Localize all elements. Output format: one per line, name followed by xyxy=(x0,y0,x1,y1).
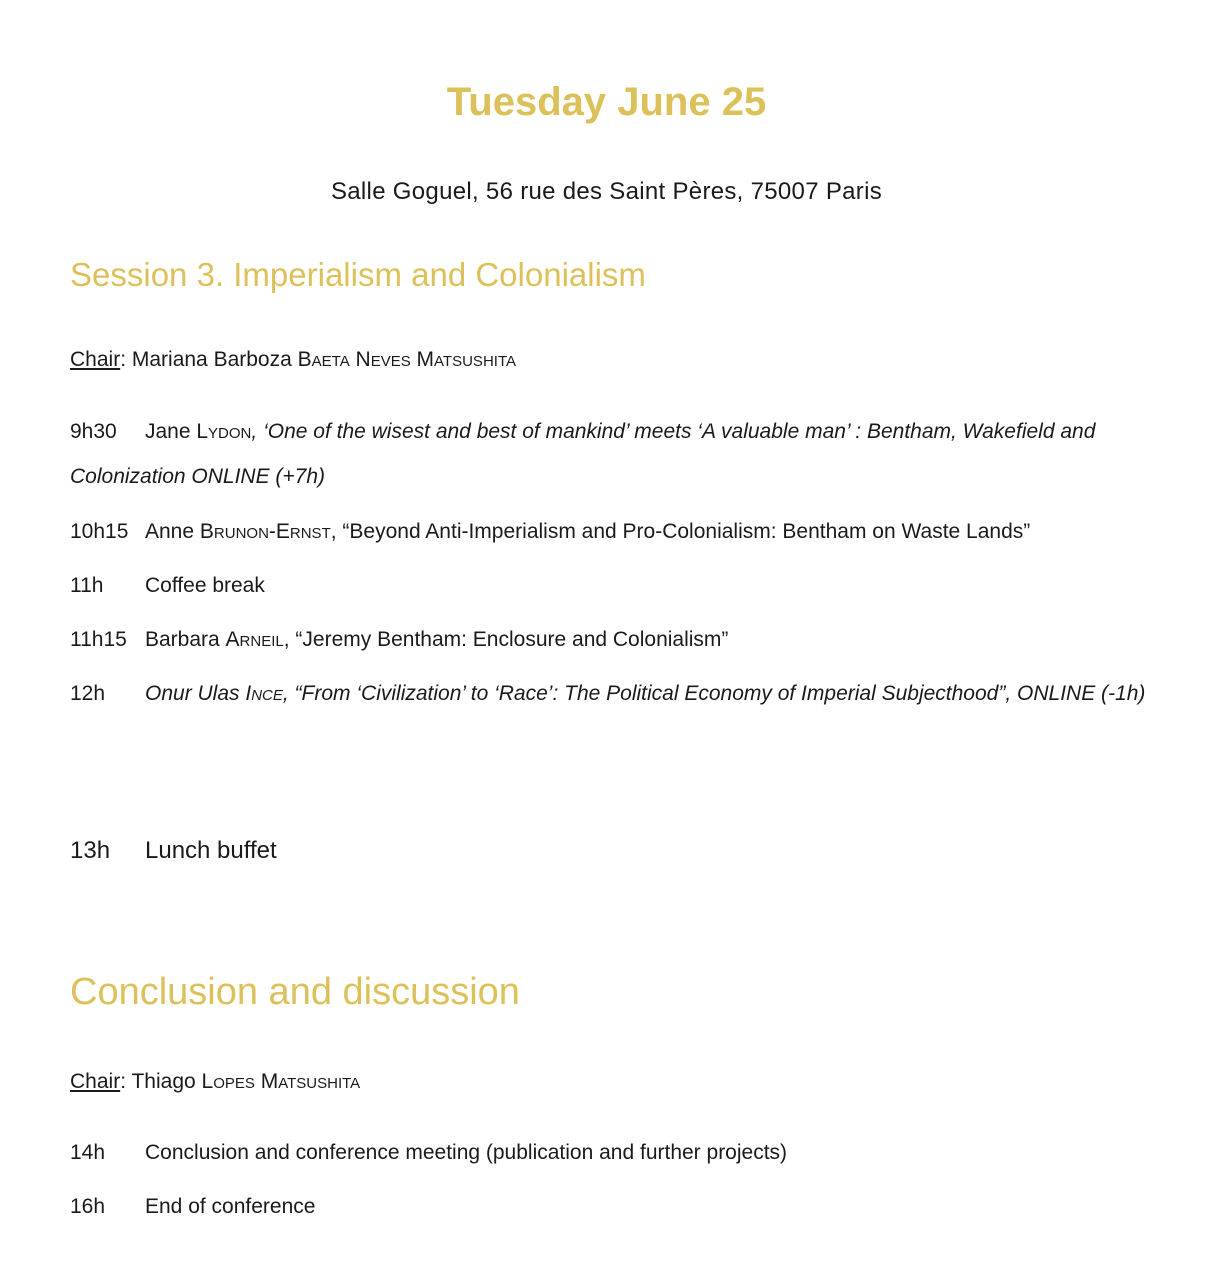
speaker-last-name: Lydon xyxy=(196,420,252,443)
lunch-item xyxy=(70,835,1150,867)
program-item xyxy=(70,626,1150,654)
talk-title: , ‘One of the wisest and best of mankind’ meets ‘A valuable man’ : Bentham, Wakefield and Colonization ONLINE (+7h) xyxy=(70,420,1096,488)
item-text: Coffee break xyxy=(145,574,265,597)
item-time: 11h xyxy=(70,574,104,597)
speaker-first-name: Onur Ulas xyxy=(145,682,246,705)
item-time: 9h30 xyxy=(70,420,117,443)
item-text: Lunch buffet xyxy=(145,837,277,864)
item-time: 16h xyxy=(70,1195,106,1218)
speaker-last-name: Ince xyxy=(245,682,283,705)
conclusion-heading: Conclusion and discussion xyxy=(70,971,520,1013)
program-item xyxy=(70,1139,1150,1167)
chair-label: Chair xyxy=(70,1070,121,1093)
talk-title: , “Beyond Anti-Imperialism and Pro-Colonialism: Bentham on Waste Lands” xyxy=(330,520,1031,543)
program-item xyxy=(70,1193,1150,1221)
speaker-first-name: Jane xyxy=(145,420,197,443)
speaker-first-name: Barbara xyxy=(145,628,226,651)
chair-first-name: Mariana Barboza xyxy=(131,348,298,371)
talk-title: , “Jeremy Bentham: Enclosure and Colonialism” xyxy=(283,628,729,651)
program-item xyxy=(70,572,1150,600)
item-time: 12h xyxy=(70,682,106,705)
item-text: Conclusion and conference meeting (publication and further projects) xyxy=(145,1141,788,1164)
chair-last-name: Lopes Matsushita xyxy=(201,1070,361,1093)
program-item xyxy=(70,518,1150,546)
day-title: Tuesday June 25 xyxy=(446,80,767,124)
program-item xyxy=(70,409,1150,499)
talk-title: , “From ‘Civilization’ to ‘Race’: The Political Economy of Imperial Subjecthood”, ONLINE (-1h) xyxy=(282,682,1146,705)
venue-address: Salle Goguel, 56 rue des Saint Pères, 75007 Paris xyxy=(330,178,883,205)
item-text: End of conference xyxy=(145,1195,316,1218)
conclusion-chair xyxy=(70,1068,360,1096)
speaker-first-name: Anne xyxy=(145,520,200,543)
item-time: 14h xyxy=(70,1141,106,1164)
item-time: 13h xyxy=(70,837,111,864)
chair-separator: : xyxy=(120,348,132,371)
speaker-last-name: Brunon-Ernst xyxy=(199,520,331,543)
session-3-heading: Session 3. Imperialism and Colonialism xyxy=(70,256,646,293)
chair-label: Chair xyxy=(70,348,121,371)
chair-first-name: Thiago xyxy=(131,1070,202,1093)
chair-separator: : xyxy=(120,1070,132,1093)
item-time: 10h15 xyxy=(70,520,129,543)
speaker-last-name: Arneil xyxy=(225,628,284,651)
session-3-chair xyxy=(70,346,516,374)
chair-last-name: Baeta Neves Matsushita xyxy=(297,348,516,371)
item-time: 11h15 xyxy=(70,628,127,651)
program-item xyxy=(70,671,1150,716)
